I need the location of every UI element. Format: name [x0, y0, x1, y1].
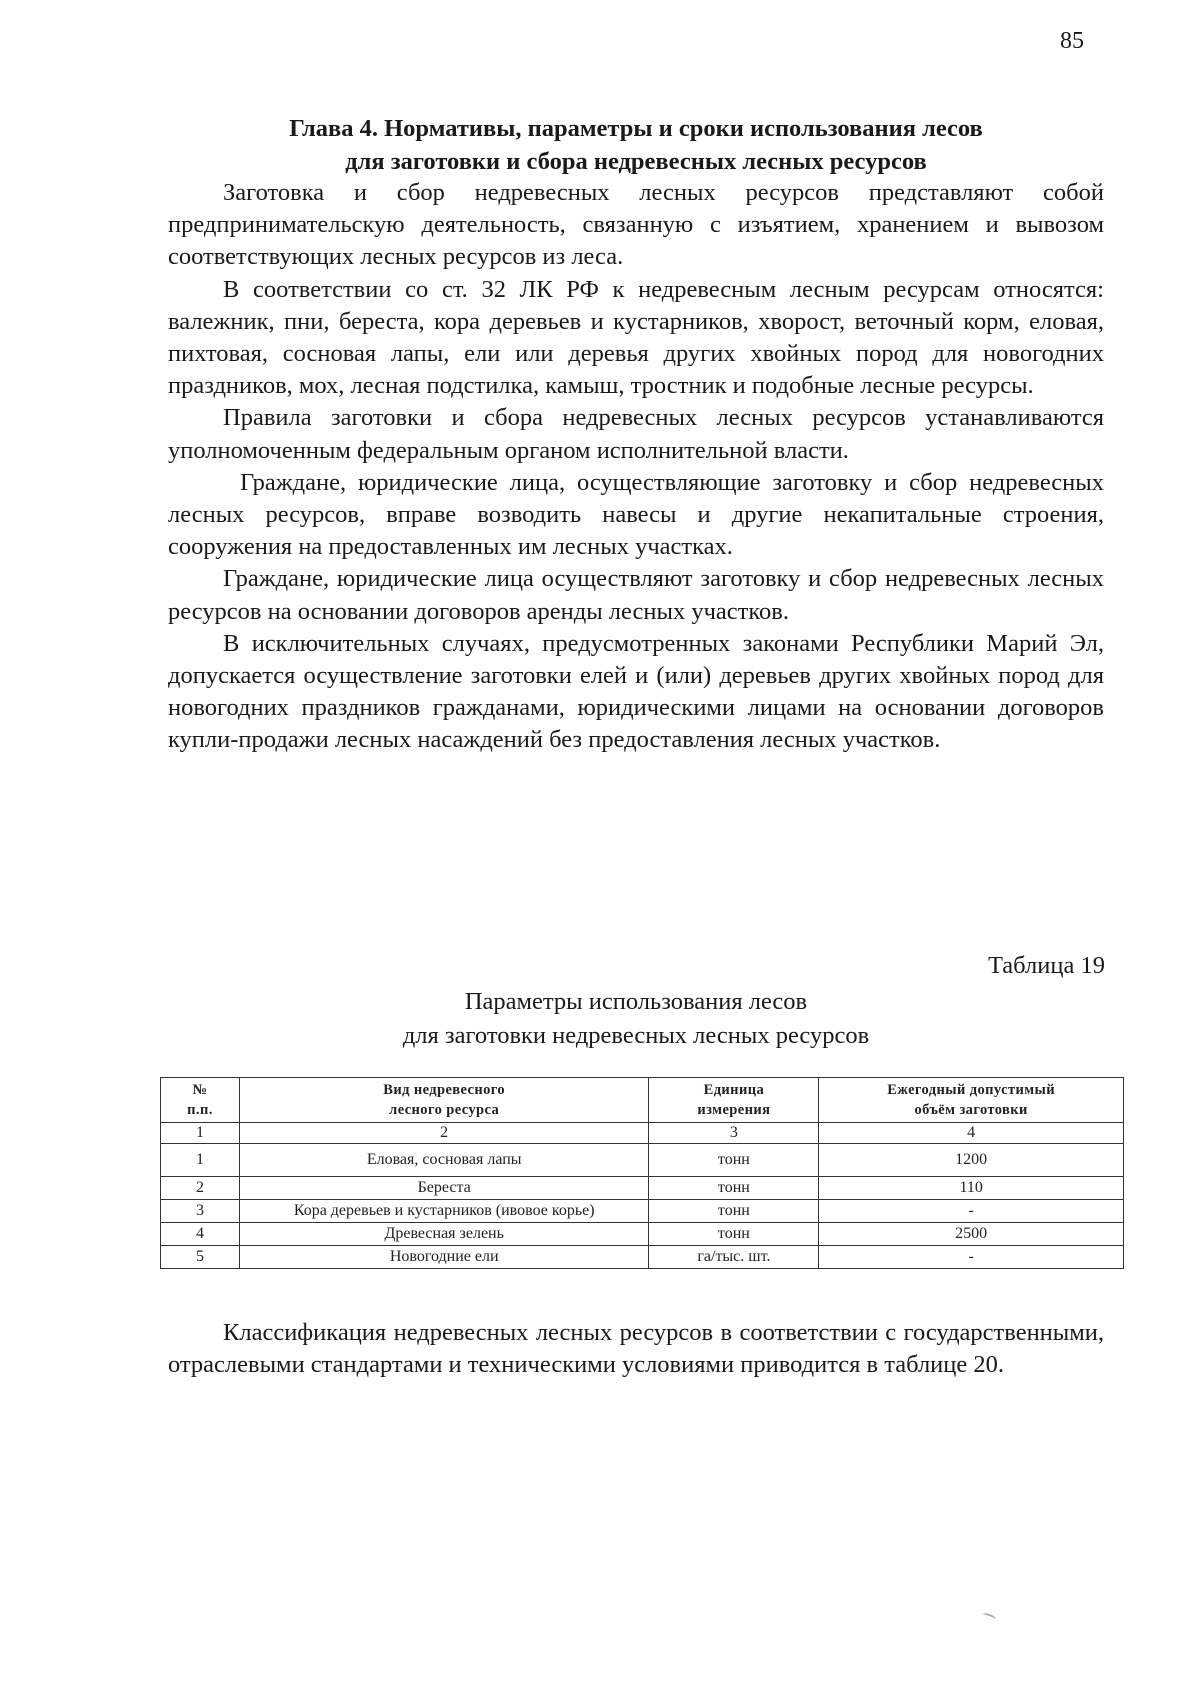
chapter-heading-line-1: Глава 4. Нормативы, параметры и сроки использования лесов	[289, 115, 983, 142]
row-volume: -	[819, 1246, 1124, 1269]
row-unit: тонн	[649, 1177, 819, 1200]
paragraph: Заготовка и сбор недревесных лесных ресурсов представляют собой предпринимательскую деятельность, связанную с изъятием, хранением и вывозом соответствующих лесных ресурсов из леса.	[168, 179, 1104, 271]
header-type: Вид недревесного лесного ресурса	[239, 1078, 649, 1123]
chapter-heading-line-2: для заготовки и сбора недревесных лесных ресурсов	[345, 148, 927, 175]
paragraph: Граждане, юридические лица осуществляют заготовку и сбор недревесных лесных ресурсов на основании договоров аренды лесных участков.	[168, 565, 1104, 625]
table-title-line-2: для заготовки недревесных лесных ресурсов	[402, 1022, 870, 1049]
paragraph: В исключительных случаях, предусмотренных законами Республики Марий Эл, допускается осуществление заготовки елей и (или) деревьев других хвойных пород для новогодних праздников гражданами, юридическими лицами на основании договоров купли-продажи лесных насаждений без предоставления лесных участков.	[168, 629, 1104, 754]
row-unit: га/тыс. шт.	[649, 1246, 819, 1269]
row-type: Еловая, сосновая лапы	[239, 1144, 649, 1177]
row-type: Кора деревьев и кустарников (ивовое корье)	[239, 1200, 649, 1223]
table-row	[161, 1200, 1124, 1223]
table-row	[161, 1246, 1124, 1269]
column-number: 1	[161, 1123, 240, 1144]
body-text	[168, 177, 1104, 757]
row-volume: 110	[819, 1177, 1124, 1200]
table-title-line-1: Параметры использования лесов	[464, 988, 808, 1015]
table-title	[168, 985, 1104, 1053]
parameters-table	[160, 1077, 1124, 1269]
paragraph: В соответствии со ст. 32 ЛК РФ к недревесным лесным ресурсам относятся: валежник, пни, береста, кора деревьев и кустарников, хворост, веточный корм, еловая, пихтовая, сосновая лапы, ели или деревья других хвойных пород для новогодних праздников, мох, лесная подстилка, камыш, тростник и подобные лесные ресурсы.	[168, 275, 1104, 400]
row-type: Древесная зелень	[239, 1223, 649, 1246]
row-num: 4	[161, 1223, 240, 1246]
table-row	[161, 1223, 1124, 1246]
row-unit: тонн	[649, 1223, 819, 1246]
row-type: Береста	[239, 1177, 649, 1200]
column-number-row	[161, 1123, 1124, 1144]
row-num: 2	[161, 1177, 240, 1200]
row-volume: 1200	[819, 1144, 1124, 1177]
table-row	[161, 1177, 1124, 1200]
header-volume: Ежегодный допустимый объём заготовки	[819, 1078, 1124, 1123]
row-type: Новогодние ели	[239, 1246, 649, 1269]
row-num: 3	[161, 1200, 240, 1223]
table-header-row	[161, 1078, 1124, 1123]
page-number: 85	[1060, 28, 1084, 54]
row-unit: тонн	[649, 1144, 819, 1177]
footer-text	[168, 1317, 1104, 1381]
row-num: 1	[161, 1144, 240, 1177]
table-row	[161, 1144, 1124, 1177]
row-unit: тонн	[649, 1200, 819, 1223]
row-num: 5	[161, 1246, 240, 1269]
column-number: 4	[819, 1123, 1124, 1144]
paragraph: Граждане, юридические лица, осуществляющие заготовку и сбор недревесных лесных ресурсов, вправе возводить навесы и другие некапитальные строения, сооружения на предоставленных им лесных участках.	[168, 468, 1104, 561]
table-label: Таблица 19	[987, 952, 1105, 979]
column-number: 2	[239, 1123, 649, 1144]
paragraph: Правила заготовки и сбора недревесных лесных ресурсов устанавливаются уполномоченным федеральным органом исполнительной власти.	[168, 404, 1104, 464]
chapter-heading	[168, 112, 1104, 178]
column-number: 3	[649, 1123, 819, 1144]
header-num: № п.п.	[161, 1078, 240, 1123]
paragraph: Классификация недревесных лесных ресурсов в соответствии с государственными, отраслевыми стандартами и техническими условиями приводится в таблице 20.	[168, 1319, 1104, 1379]
row-volume: 2500	[819, 1223, 1124, 1246]
scan-artifact	[981, 1612, 996, 1622]
row-volume: -	[819, 1200, 1124, 1223]
header-unit: Единица измерения	[649, 1078, 819, 1123]
